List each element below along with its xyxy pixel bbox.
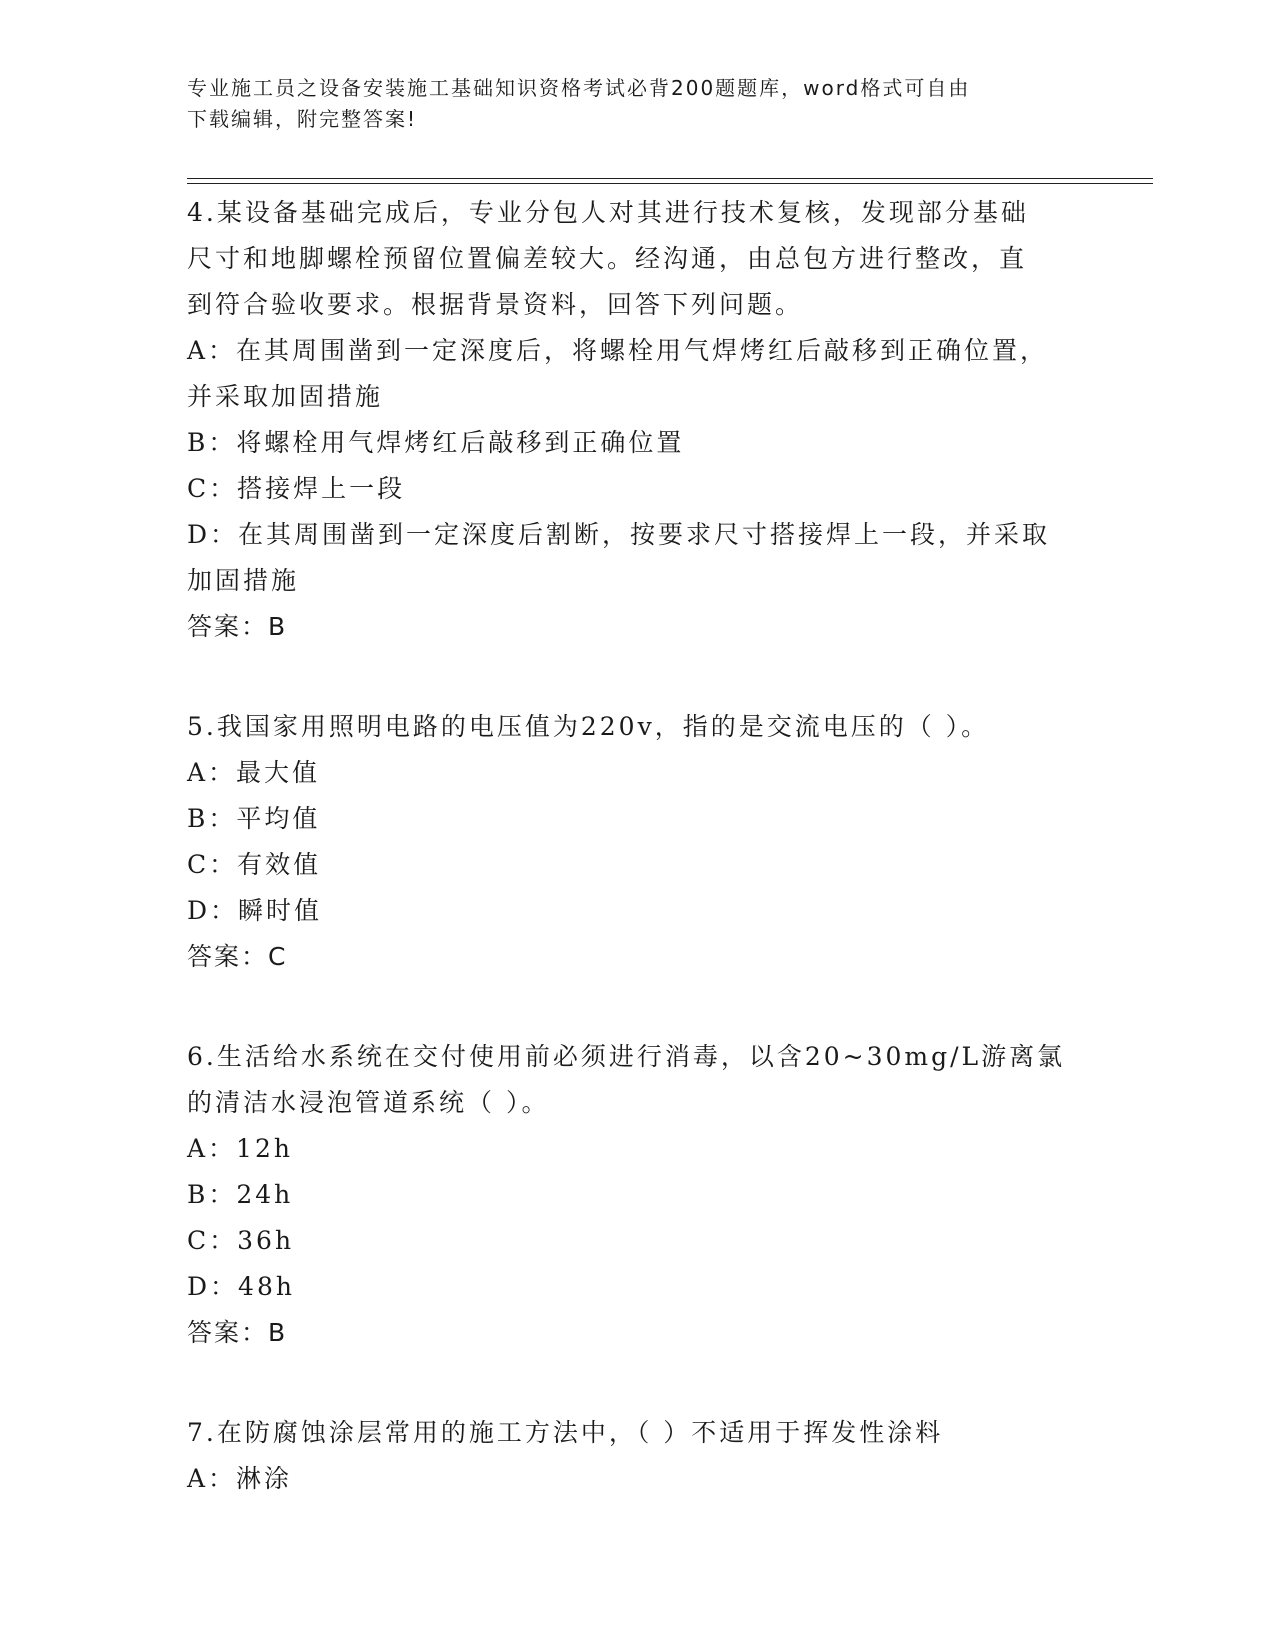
question-6: [187, 1034, 1087, 1356]
question-stem-line: 4.某设备基础完成后，专业分包人对其进行技术复核，发现部分基础: [187, 198, 1029, 227]
option-d: D：在其周围凿到一定深度后割断，按要求尺寸搭接焊上一段，并采取: [187, 520, 1051, 549]
option-d: D：瞬时值: [187, 896, 323, 925]
question-4: [187, 190, 1087, 650]
question-stem-line: 7.在防腐蚀涂层常用的施工方法中，（ ）不适用于挥发性涂料: [187, 1418, 944, 1447]
option-a: A：12h: [187, 1134, 293, 1163]
answer-label: 答案：C: [187, 942, 288, 971]
question-list: [187, 190, 1087, 1556]
answer-label: 答案：B: [187, 612, 288, 641]
question-5: [187, 704, 1087, 980]
header-line-1: 专业施工员之设备安装施工基础知识资格考试必背200题题库，word格式可自由: [187, 76, 971, 100]
option-a: A：最大值: [187, 758, 321, 787]
option-c: C：搭接焊上一段: [187, 474, 406, 503]
answer-label: 答案：B: [187, 1318, 288, 1347]
option-a-continued: 并采取加固措施: [187, 382, 384, 411]
option-b: B：平均值: [187, 804, 321, 833]
option-c: C：36h: [187, 1226, 295, 1255]
option-a: A：淋涂: [187, 1464, 293, 1493]
document-header: [187, 73, 1067, 135]
question-stem-line: 5.我国家用照明电路的电压值为220v，指的是交流电压的（ ）。: [187, 712, 990, 741]
question-stem-line: 到符合验收要求。根据背景资料，回答下列问题。: [187, 290, 804, 319]
header-divider-top: [187, 178, 1153, 179]
option-b: B：24h: [187, 1180, 294, 1209]
header-divider-bottom: [187, 183, 1153, 184]
question-stem-line: 尺寸和地脚螺栓预留位置偏差较大。经沟通，由总包方进行整改，直: [187, 244, 1028, 273]
option-b: B：将螺栓用气焊烤红后敲移到正确位置: [187, 428, 685, 457]
question-stem-line: 的清洁水浸泡管道系统（ ）。: [187, 1088, 550, 1117]
header-line-2: 下载编辑，附完整答案!: [187, 107, 418, 131]
option-a: A：在其周围凿到一定深度后，将螺栓用气焊烤红后敲移到正确位置，: [187, 336, 1049, 365]
option-c: C：有效值: [187, 850, 322, 879]
option-d-continued: 加固措施: [187, 566, 300, 595]
option-d: D：48h: [187, 1272, 295, 1301]
question-stem-line: 6.生活给水系统在交付使用前必须进行消毒，以含20~30mg/L游离氯: [187, 1042, 1066, 1071]
question-7: [187, 1410, 1087, 1502]
